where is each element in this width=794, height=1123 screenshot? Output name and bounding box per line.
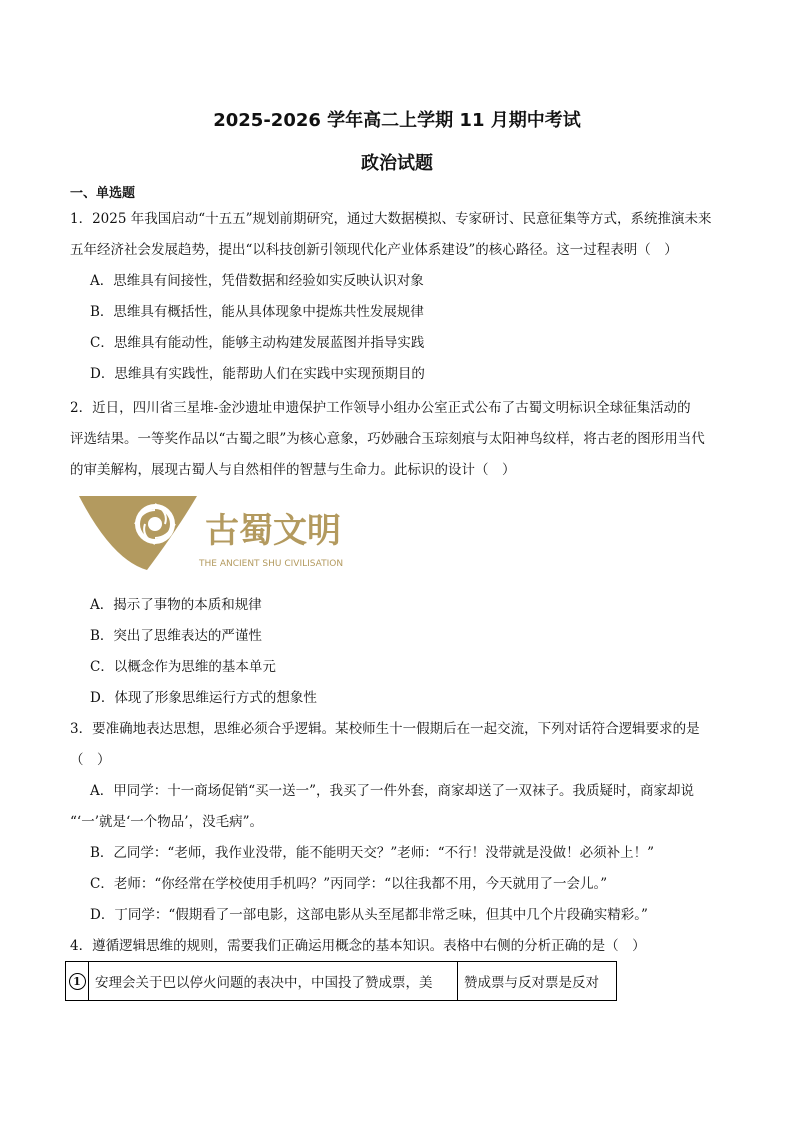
q1-option-d: D．思维具有实践性，能帮助人们在实践中实现预期目的 (90, 366, 425, 382)
q3-option-d: D．丁同学：“假期看了一部电影，这部电影从头至尾都非常乏味，但其中几个片段确实精彩。” (90, 907, 648, 923)
q2-stem-line2: 评选结果。一等奖作品以“古蜀之眼”为核心意象，巧妙融合玉琮刻痕与太阳神鸟纹样，将古老的图形用当代 (70, 431, 705, 447)
q3-option-a-line2: “‘一’就是‘一个物品’，没毛病”。 (70, 814, 263, 830)
q3-option-b: B．乙同学：“老师，我作业没带，能不能明天交？”老师：“不行！没带就是没做！必须补上！” (90, 845, 655, 861)
row-analysis-cell: 赞成票与反对票是反对 (458, 962, 617, 1001)
q4-table (65, 961, 617, 1001)
row-content-cell: 安理会关于巴以停火问题的表决中，中国投了赞成票，美 (89, 962, 458, 1001)
q3-stem-line1: 3．要准确地表达思想，思维必须合乎逻辑。某校师生十一假期后在一起交流，下列对话符合逻辑要求的是 (70, 721, 700, 737)
q2-option-b: B．突出了思维表达的严谨性 (90, 628, 262, 644)
q2-option-c: C．以概念作为思维的基本单元 (90, 659, 276, 675)
q3-option-a-line1: A．甲同学：十一商场促销“买一送一”，我买了一件外套，商家却送了一双袜子。我质疑时，商家却说 (90, 783, 695, 799)
q2-stem-line1: 2．近日，四川省三星堆-金沙遗址申遗保护工作领导小组办公室正式公布了古蜀文明标识全球征集活动的 (70, 400, 691, 416)
q2-stem-line3: 的审美解构，展现古蜀人与自然相伴的智慧与生命力。此标识的设计（ ） (70, 462, 516, 478)
exam-title: 2025-2026 学年高二上学期 11 月期中考试 (213, 110, 581, 131)
logo-subtext: THE ANCIENT SHU CIVILISATION (199, 559, 344, 569)
q3-stem-line2: （ ） (70, 752, 111, 768)
section-heading: 一、单选题 (70, 186, 136, 201)
ancient-shu-logo (77, 490, 367, 572)
q2-option-a: A．揭示了事物的本质和规律 (90, 597, 262, 613)
logo-text: 古蜀文明 (205, 511, 341, 551)
q1-option-b: B．思维具有概括性，能从具体现象中提炼共性发展规律 (90, 304, 424, 320)
q1-stem-line2: 五年经济社会发展趋势，提出“以科技创新引领现代化产业体系建设”的核心路径。这一过程表明（ ） (70, 242, 678, 258)
q1-option-a: A．思维具有间接性，凭借数据和经验如实反映认识对象 (90, 273, 424, 289)
circled-number: 1 (69, 973, 86, 990)
q4-stem: 4．遵循逻辑思维的规则，需要我们正确运用概念的基本知识。表格中右侧的分析正确的是（ ） (70, 938, 646, 954)
q1-stem-line1: 1．2025 年我国启动“十五五”规划前期研究，通过大数据模拟、专家研讨、民意征集等方式，系统推演未来 (70, 211, 712, 227)
q2-option-d: D．体现了形象思维运行方式的想象性 (90, 690, 317, 706)
table-row (66, 962, 617, 1001)
subject-title: 政治试题 (361, 153, 433, 174)
q3-option-c: C．老师：“你经常在学校使用手机吗？”丙同学：“以往我都不用，今天就用了一会儿。” (90, 876, 608, 892)
row-number-cell (66, 962, 89, 1001)
q1-option-c: C．思维具有能动性，能够主动构建发展蓝图并指导实践 (90, 335, 425, 351)
